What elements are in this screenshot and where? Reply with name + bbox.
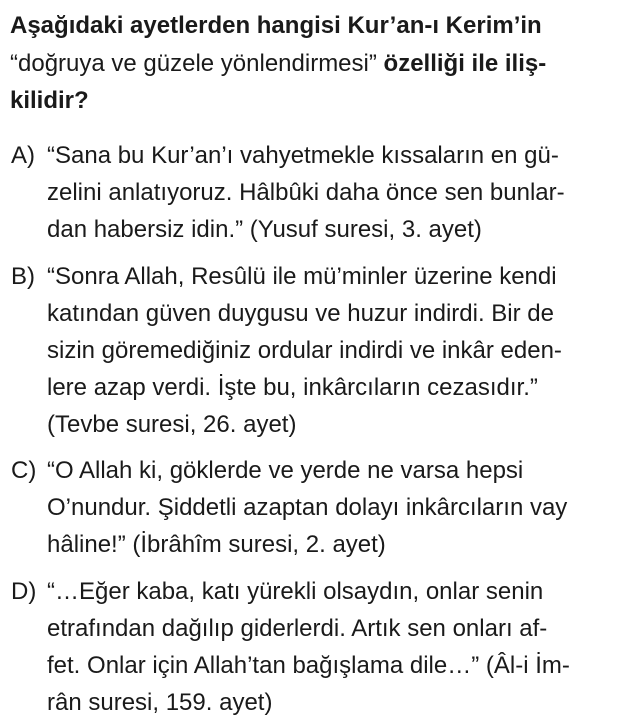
- option-a-label: A): [11, 142, 35, 169]
- question-quote: “doğruya ve güzele yönlendirmesi”: [10, 50, 384, 77]
- question-emphasis: özelliği ile iliş-: [383, 50, 547, 77]
- option-c-line: “O Allah ki, göklerde ve yerde ne varsa hepsi: [47, 457, 524, 484]
- option-b-label: B): [11, 263, 35, 290]
- option-b-line: sizin göremediğiniz ordular indirdi ve inkâr eden-: [47, 337, 562, 364]
- option-a-line: dan habersiz idin.” (Yusuf suresi, 3. ayet): [47, 216, 482, 243]
- question-line-2: [10, 49, 546, 79]
- option-b-line: (Tevbe suresi, 26. ayet): [47, 411, 297, 438]
- option-b-line: katından güven duygusu ve huzur indirdi. Bir de: [47, 300, 554, 327]
- option-d-line: etrafından dağılıp giderlerdi. Artık sen onları af-: [47, 615, 548, 642]
- option-d-line: fet. Onlar için Allah’tan bağışlama dile…” (Âl-i İm-: [47, 652, 570, 679]
- option-c-label: C): [11, 457, 37, 484]
- option-c-line: hâline!” (İbrâhîm suresi, 2. ayet): [47, 531, 386, 558]
- option-b-line: lere azap verdi. İşte bu, inkârcıların cezasıdır.”: [47, 374, 538, 401]
- option-a-line: “Sana bu Kur’an’ı vahyetmekle kıssaların en gü-: [47, 142, 559, 169]
- option-a-line: zelini anlatıyoruz. Hâlbûki daha önce sen bunlar-: [47, 179, 565, 206]
- question-line-3: kilidir?: [10, 87, 89, 114]
- question-line-1: Aşağıdaki ayetlerden hangisi Kur’an-ı Kerim’in: [10, 12, 542, 39]
- option-d-line: “…Eğer kaba, katı yürekli olsaydın, onlar senin: [47, 578, 544, 605]
- option-d-label: D): [11, 578, 37, 605]
- option-c-line: O’nundur. Şiddetli azaptan dolayı inkârcıların vay: [47, 494, 568, 521]
- option-b-line: “Sonra Allah, Resûlü ile mü’minler üzerine kendi: [47, 263, 557, 290]
- option-d-line: rân suresi, 159. ayet): [47, 689, 273, 716]
